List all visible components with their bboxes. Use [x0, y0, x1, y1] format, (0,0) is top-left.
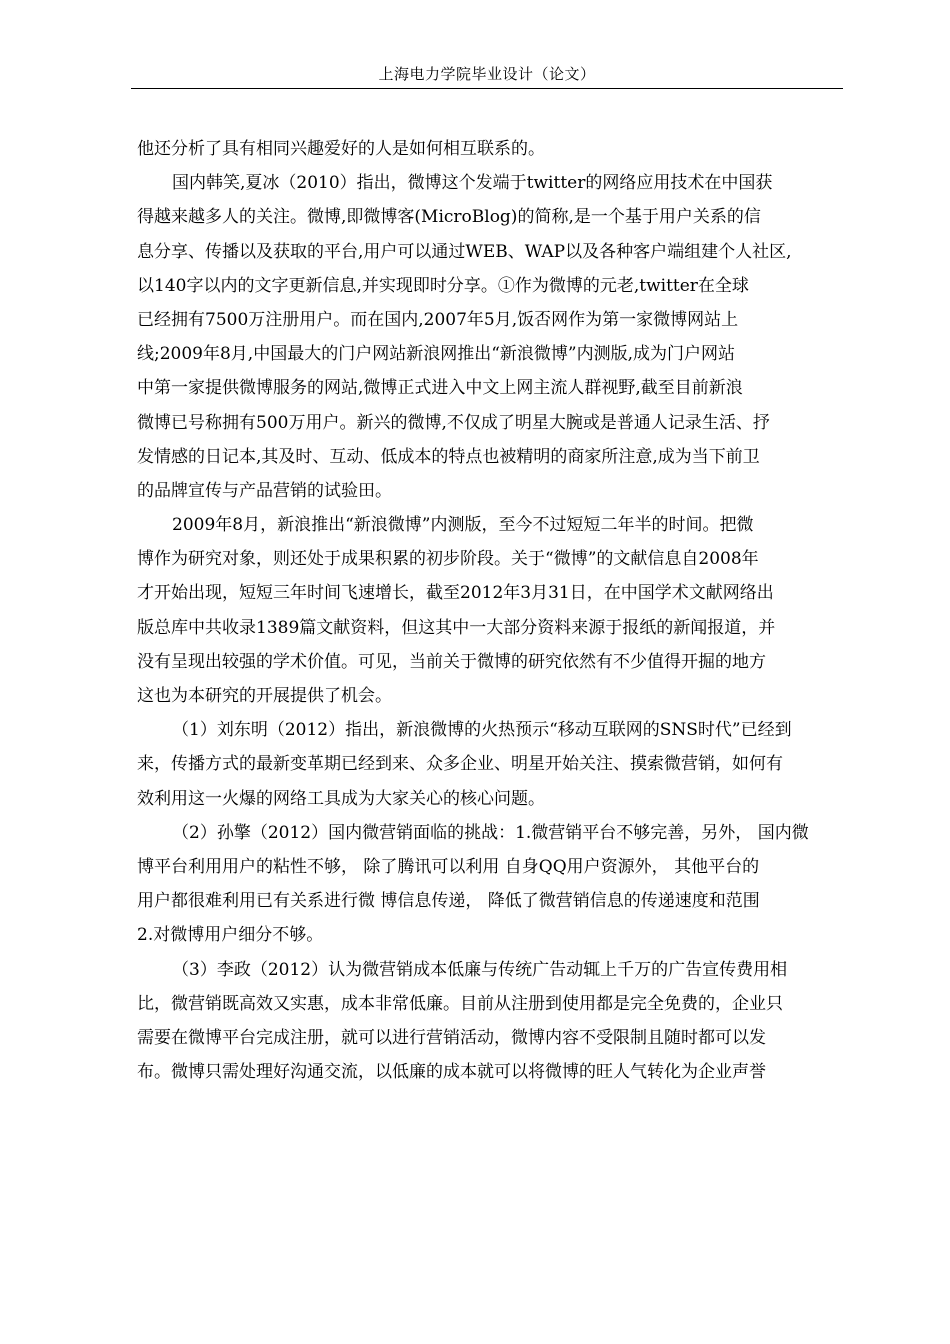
text-line: 博平台利用用户的粘性不够， 除了腾讯可以利用 自身QQ用户资源外， 其他平台的	[137, 856, 760, 877]
body-text	[137, 132, 839, 1089]
text-line: 他还分析了具有相同兴趣爱好的人是如何相互联系的。	[137, 139, 545, 159]
header-title: 上海电力学院毕业设计（论文）	[378, 65, 596, 83]
text-line: 以140字以内的文字更新信息,并实现即时分享。①作为微博的元老,twitter在全球	[137, 275, 749, 296]
text-line: 得越来越多人的关注。微博,即微博客(MicroBlog)的简称,是一个基于用户关系的信	[137, 207, 761, 228]
text-line: 用户都很难利用已有关系进行微 博信息传递， 降低了微营销信息的传递速度和范围	[137, 891, 760, 912]
text-line: 比，微营销既高效又实惠，成本非常低廉。目前从注册到使用都是完全免费的，企业只	[137, 993, 783, 1014]
text-line: 2.对微博用户细分不够。	[137, 925, 324, 946]
text-line: 版总库中共收录1389篇文献资料，但这其中一大部分资料来源于报纸的新闻报道，并	[137, 617, 776, 638]
text-line: 线;2009年8月,中国最大的门户网站新浪网推出“新浪微博”内测版,成为门户网站	[137, 344, 735, 365]
text-line: 微博已号称拥有500万用户。新兴的微博,不仅成了明星大腕或是普通人记录生活、抒	[137, 412, 770, 433]
page-header	[131, 64, 843, 89]
text-line: 这也为本研究的开展提供了机会。	[137, 686, 392, 706]
text-line: 的品牌宣传与产品营销的试验田。	[137, 480, 392, 501]
text-line: 才开始出现，短短三年时间飞速增长，截至2012年3月31日，在中国学术文献网络出	[137, 583, 774, 604]
text-line: 中第一家提供微博服务的网站,微博正式进入中文上网主流人群视野,截至目前新浪	[137, 378, 743, 399]
text-line: 已经拥有7500万注册用户。而在国内,2007年5月,饭否网作为第一家微博网站上	[137, 309, 739, 330]
text-line: 来，传播方式的最新变革期已经到来、众多企业、明星开始关注、摸索微营销，如何有	[137, 754, 783, 775]
text-line: 需要在微博平台完成注册，就可以进行营销活动，微博内容不受限制且随时都可以发	[137, 1027, 766, 1048]
text-line: 效利用这一火爆的网络工具成为大家关心的核心问题。	[137, 788, 545, 809]
text-line: 国内韩笑,夏冰（2010）指出，微博这个发端于twitter的网络应用技术在中国获	[172, 173, 773, 194]
text-line: （1）刘东明（2012）指出，新浪微博的火热预示“移动互联网的SNS时代”已经到	[172, 720, 792, 741]
text-line: （2）孙擎（2012）国内微营销面临的挑战：1.微营销平台不够完善，另外， 国内微	[172, 822, 809, 843]
text-line: （3）李政（2012）认为微营销成本低廉与传统广告动辄上千万的广告宣传费用相	[172, 959, 788, 980]
text-line: 没有呈现出较强的学术价值。可见，当前关于微博的研究依然有不少值得开掘的地方	[137, 651, 766, 672]
text-line: 2009年8月，新浪推出“新浪微博”内测版，至今不过短短二年半的时间。把微	[172, 515, 754, 536]
text-line: 布。微博只需处理好沟通交流，以低廉的成本就可以将微博的旺人气转化为企业声誉	[137, 1062, 766, 1083]
text-line: 发情感的日记本,其及时、互动、低成本的特点也被精明的商家所注意,成为当下前卫	[137, 446, 760, 467]
text-line: 息分享、传播以及获取的平台,用户可以通过WEB、WAP以及各种客户端组建个人社区,	[137, 241, 792, 262]
text-line: 博作为研究对象，则还处于成果积累的初步阶段。关于“微博”的文献信息自2008年	[137, 549, 759, 570]
